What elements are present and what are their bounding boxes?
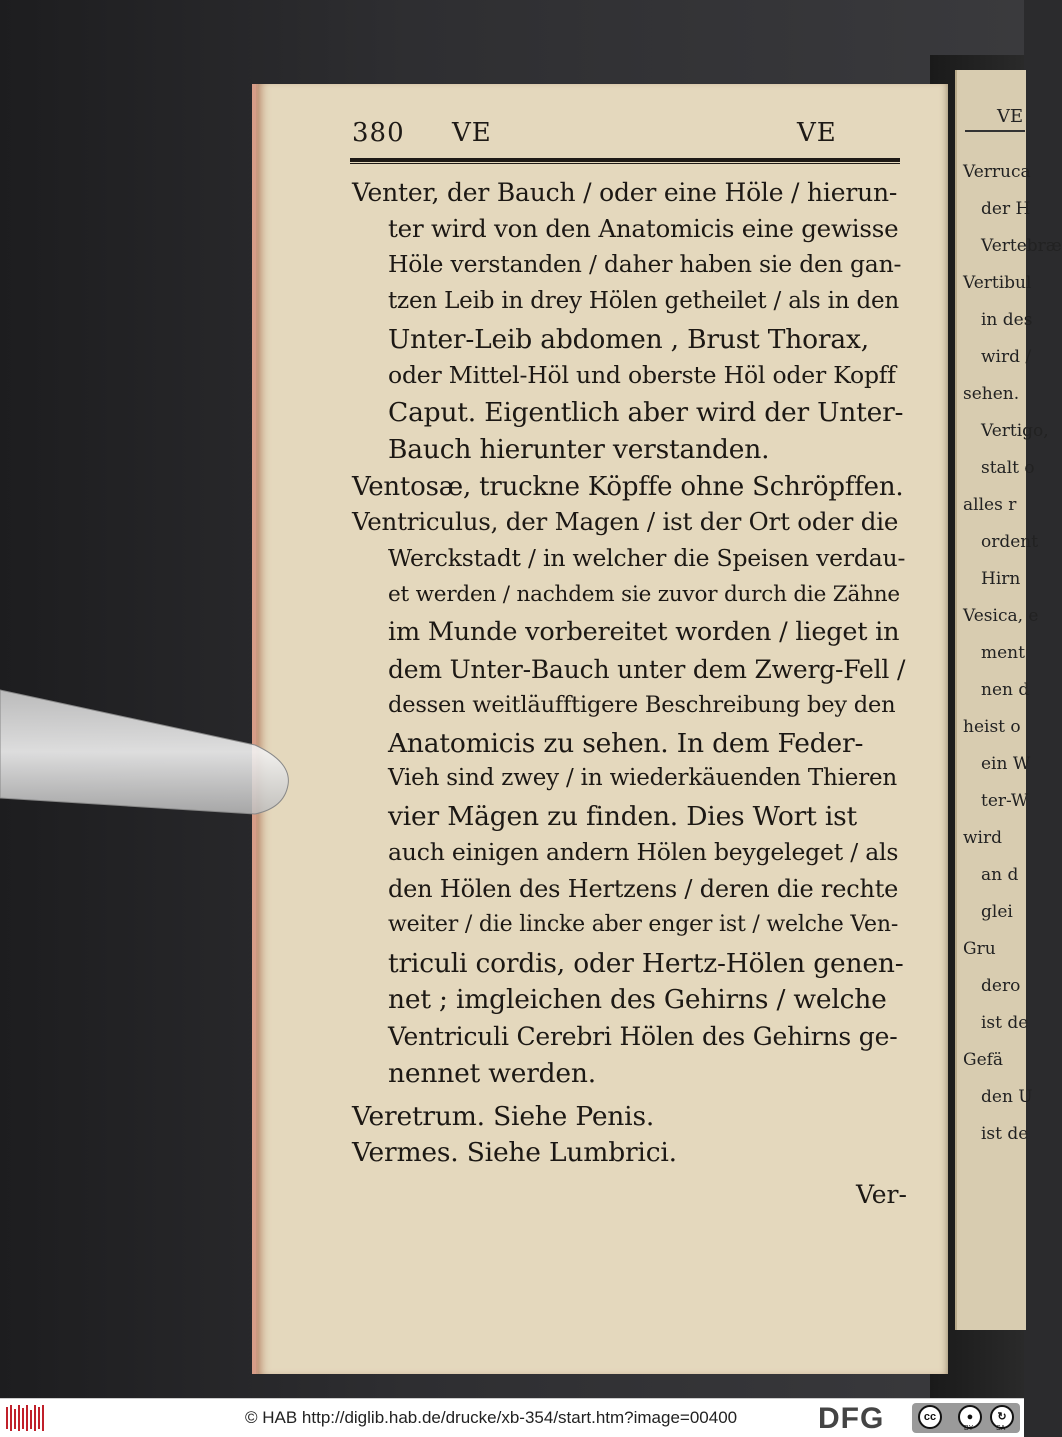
next-page-word: wird	[963, 828, 1002, 848]
text-line: ter wird von den Anatomicis eine gewisse	[388, 213, 899, 243]
citation-link[interactable]: © HAB http://diglib.hab.de/drucke/xb-354/start.htm?image=00400	[245, 1408, 738, 1427]
text-line: Unter-Leib abdomen , Brust Thorax,	[388, 323, 869, 355]
license-badge[interactable]	[912, 1403, 1020, 1433]
by-label: BY	[964, 1425, 974, 1432]
next-page-word: den U	[981, 1087, 1033, 1107]
next-page-word: wird /	[981, 347, 1032, 367]
text-line: Werckstadt / in welcher die Speisen verdau-	[388, 544, 906, 572]
header-rule-thin	[350, 163, 900, 164]
next-page-word: ist de	[981, 1124, 1029, 1144]
cc-icon: cc	[918, 1405, 942, 1429]
next-page-word: Gefä	[963, 1050, 1004, 1070]
sa-icon: ↻	[990, 1405, 1014, 1429]
text-line: dem Unter-Bauch unter dem Zwerg-Fell /	[388, 655, 906, 685]
text-line: nennet werden.	[388, 1057, 597, 1089]
dfg-logo: DFG	[818, 1402, 885, 1435]
next-page-rule	[965, 130, 1025, 132]
text-line: Vieh sind zwey / in wiederkäuenden Thieren	[388, 765, 898, 792]
viewer-footer	[0, 1398, 1024, 1437]
text-line: dessen weitläufftigere Beschreibung bey den	[388, 691, 896, 718]
next-page-word: alles r	[963, 495, 1017, 515]
text-line: net ; imgleichen des Gehirns / welche	[388, 984, 887, 1016]
next-page-word: Vesica, e	[963, 606, 1039, 626]
text-line: Bauch hierunter verstanden.	[388, 433, 770, 465]
text-line: Ventriculi Cerebri Hölen des Gehirns ge-	[388, 1022, 898, 1052]
sa-label: SA	[996, 1425, 1006, 1432]
text-line: weiter / die lincke aber enger ist / welche Ven-	[388, 912, 899, 937]
text-line: oder Mittel-Höl und oberste Höl oder Kopff	[388, 360, 896, 389]
next-page-word: ment	[981, 643, 1025, 663]
next-page-word: ein W	[981, 754, 1031, 774]
next-page-word: glei	[981, 902, 1013, 922]
next-page-word: Vertebræ	[981, 236, 1062, 256]
page-number: 380	[352, 118, 405, 148]
text-line: Ventriculus, der Magen / ist der Ort oder die	[352, 507, 899, 537]
barcode-icon	[6, 1405, 46, 1431]
page-pointer-strip	[0, 690, 295, 830]
next-page-word: Hirn	[981, 569, 1021, 589]
text-line: tzen Leib in drey Hölen getheilet / als in den	[388, 288, 900, 315]
text-line: Höle verstanden / daher haben sie den gan-	[388, 250, 902, 279]
text-line: triculi cordis, oder Hertz-Hölen genen-	[388, 947, 904, 979]
next-page-word: in des	[981, 310, 1033, 330]
text-line: Caput. Eigentlich aber wird der Unter-	[388, 397, 904, 429]
text-line: Ventosæ, truckne Köpffe ohne Schröpffen.	[352, 471, 904, 502]
running-head-left: VE	[452, 118, 492, 148]
next-page-word: sehen.	[963, 384, 1020, 404]
next-page-word: Gru	[963, 939, 996, 959]
text-line: et werden / nachdem sie zuvor durch die Zähne	[388, 581, 900, 607]
next-page-word: ist de	[981, 1013, 1029, 1033]
next-page-word: stalt o	[981, 458, 1035, 478]
next-page-word: heist o	[963, 717, 1021, 737]
text-line: den Hölen des Hertzens / deren die rechte	[388, 875, 899, 904]
next-page-word: nen d	[981, 680, 1030, 700]
catchword: Ver-	[856, 1180, 907, 1209]
next-page-word: ter-W	[981, 791, 1029, 811]
text-line: auch einigen andern Hölen beygeleget / als	[388, 837, 899, 866]
next-page-word: Vertigo,	[981, 421, 1049, 441]
next-page-running-head: VE	[997, 106, 1024, 127]
next-page-word: Vertibul	[963, 273, 1032, 293]
next-page-word: der H	[981, 199, 1031, 219]
text-line: im Munde vorbereitet worden / lieget in	[388, 617, 900, 648]
next-page-word: ordent	[981, 532, 1039, 552]
text-line: Veretrum. Siehe Penis.	[352, 1100, 655, 1132]
next-page-word: Verruca	[963, 162, 1031, 182]
text-line: Venter, der Bauch / oder eine Höle / hierun-	[352, 178, 898, 207]
next-page-word: dero	[981, 976, 1021, 996]
text-line: Vermes. Siehe Lumbrici.	[352, 1137, 677, 1169]
text-line: vier Mägen zu finden. Dies Wort ist	[388, 800, 857, 832]
next-page-word: an d	[981, 865, 1019, 885]
running-head-right: VE	[797, 118, 837, 148]
text-line: Anatomicis zu sehen. In dem Feder-	[388, 727, 864, 759]
by-icon: ●	[958, 1405, 982, 1429]
next-page-fragment	[955, 70, 1062, 1330]
header-rule	[350, 158, 900, 162]
